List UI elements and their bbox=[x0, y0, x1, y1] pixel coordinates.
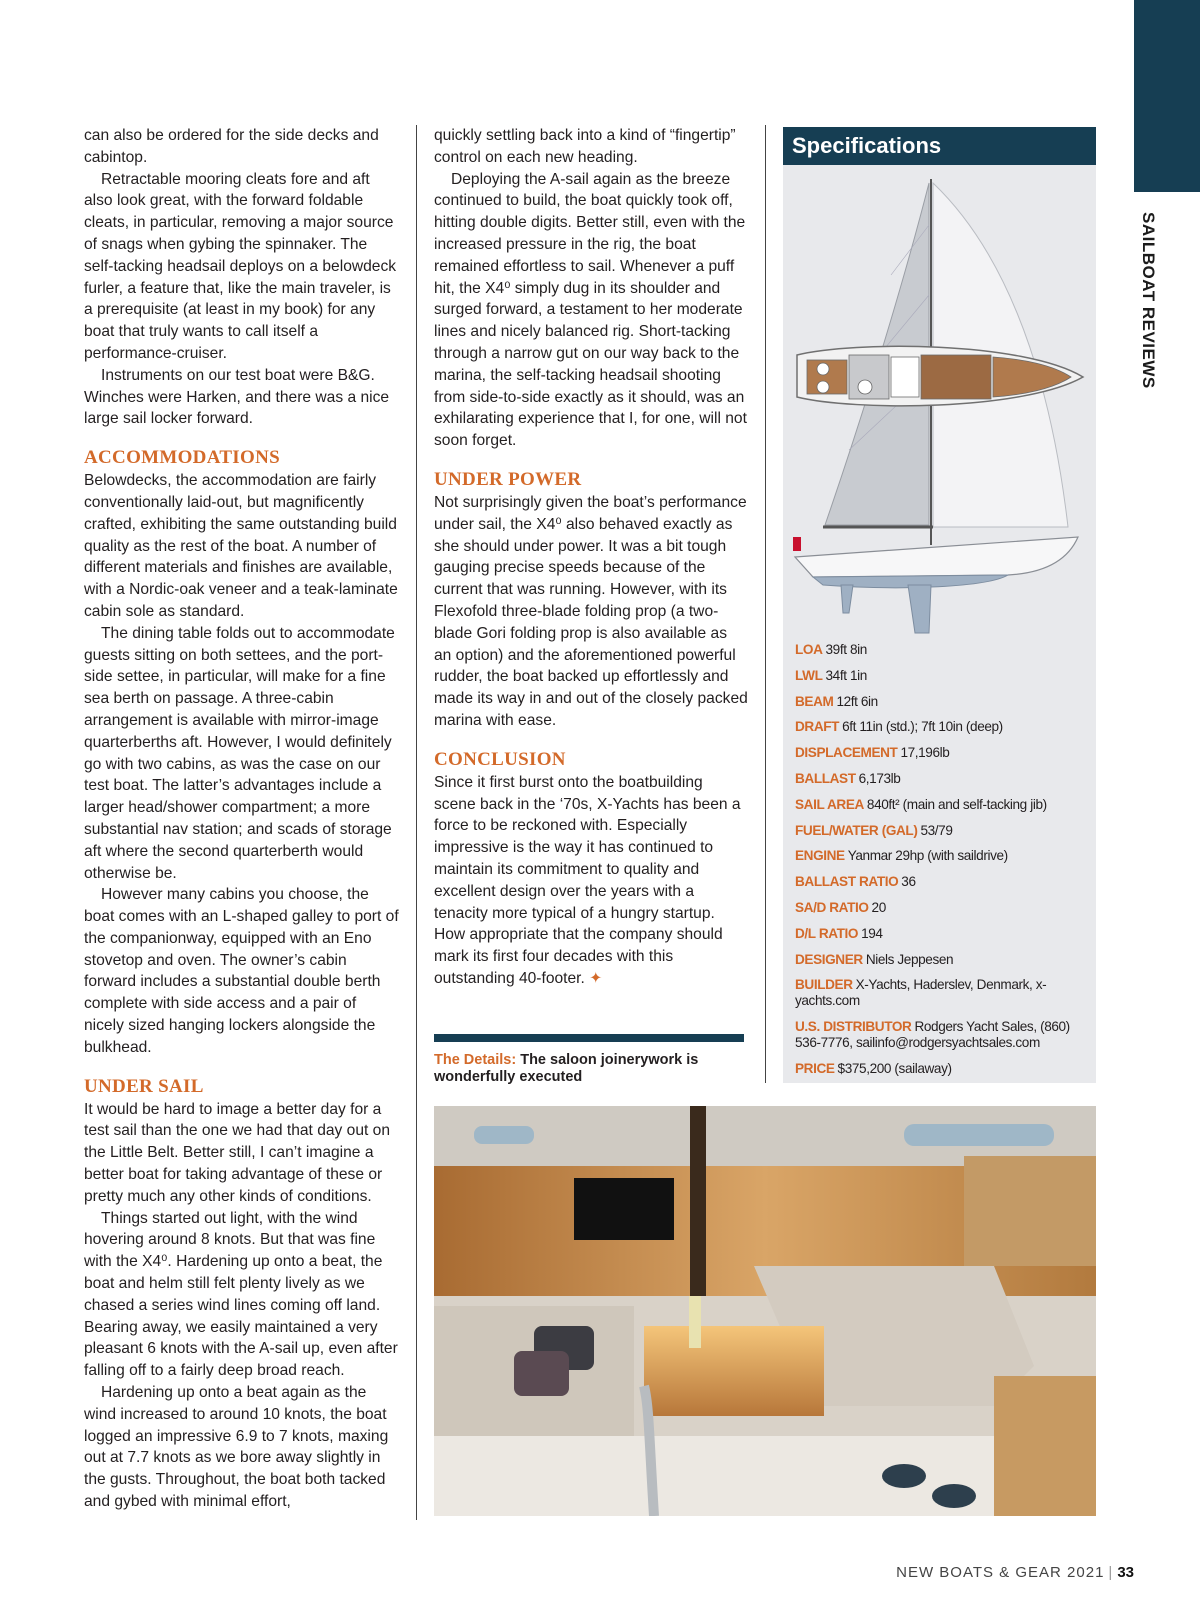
spec-value: 840ft² (main and self-tacking jib) bbox=[866, 796, 1047, 812]
paragraph: Hardening up onto a beat again as the wind increased to around 10 knots, the boat logged an impressive 6.9 to 7 knots, maxing out at 7.7 knots as we bore away slightly in the gusts. Throughout, the boat both tacked and gybed with minimal effort, bbox=[84, 1384, 389, 1511]
publication-name: NEW BOATS & GEAR 2021 bbox=[896, 1564, 1105, 1581]
paragraph: However many cabins you choose, the boat comes with an L-shaped galley to port of the companionway, equipped with an Eno stovetop and oven. The owner’s cabin forward includes a substantial double berth complete with side access and a pair of nicely sized hanging lockers alongside the bulkhead. bbox=[84, 886, 399, 1056]
photo-caption bbox=[434, 1052, 744, 1086]
paragraph: quickly settling back into a kind of “fingertip” control on each new heading. bbox=[434, 127, 736, 166]
boat-sail-plan-illustration bbox=[783, 165, 1096, 635]
spec-value: 39ft 8in bbox=[825, 642, 867, 657]
spec-value: 34ft 1in bbox=[825, 667, 867, 683]
specifications-list bbox=[795, 642, 1093, 1087]
paragraph: Instruments on our test boat were B&G. Winches were Harken, and there was a nice large sail locker forward. bbox=[84, 366, 390, 428]
caption-bar bbox=[434, 1034, 744, 1042]
spec-row bbox=[795, 745, 1093, 761]
spec-value: 12ft 6in bbox=[836, 693, 878, 709]
page-footer bbox=[880, 1564, 1134, 1581]
spec-label: SA/D RATIO bbox=[795, 899, 869, 915]
spec-row bbox=[795, 848, 1093, 864]
spec-value: 6ft 11in (std.); 7ft 10in (deep) bbox=[842, 719, 1003, 735]
paragraph: Not surprisingly given the boat’s performance under sail, the X4⁰ also behaved exactly as she should under power. It was a bit tough gauging precise speeds because of the current that was running. However, with its Flexofold three-blade folding prop (a two-blade Gori folding prop is also available as an option) and the aforementioned powerful rudder, the boat backed up effortlessly and made its way in and out of the closely packed marina with ease. bbox=[434, 493, 748, 729]
spec-label: BEAM bbox=[795, 693, 834, 709]
spec-value: $375,200 (sailaway) bbox=[837, 1060, 952, 1076]
spec-label: PRICE bbox=[795, 1060, 835, 1076]
spec-row bbox=[795, 900, 1093, 916]
section-heading: UNDER POWER bbox=[434, 468, 582, 490]
article-column-2 bbox=[434, 125, 748, 990]
spec-row bbox=[795, 874, 1093, 890]
caption-lead: The Details: bbox=[434, 1052, 517, 1068]
spec-value: 20 bbox=[871, 899, 886, 915]
paragraph: Things started out light, with the wind hovering around 8 knots. But that was fine with the X4⁰. Hardening up onto a beat, the boat and helm still felt plenty lively as we chased a series wind lines coming off land. Bearing away, we easily maintained a very pleasant 6 knots with the A-sail up, even after falling off to a fairly deep broad reach. bbox=[84, 1209, 398, 1380]
spec-label: BALLAST bbox=[795, 770, 856, 786]
footer-separator: | bbox=[1108, 1564, 1114, 1581]
column-rule bbox=[416, 125, 417, 1520]
conclusion-text: Since it first burst onto the boatbuilding scene back in the ‘70s, X-Yachts has been a force to be reckoned with. Especially impressive is the way it has continued to maintain its commitment to quality and excellent design over the years with a tenacity more typical of a hungry startup. How appropriate that the company should mark its first four decades with this outstanding 40-footer. bbox=[434, 773, 741, 987]
spec-row bbox=[795, 823, 1093, 839]
specifications-panel bbox=[783, 127, 1096, 1083]
end-mark-icon: ✦ bbox=[589, 969, 603, 987]
paragraph: Deploying the A-sail again as the breeze continued to build, the boat quickly took off, hitting double digits. Better still, even with the increased pressure in the rig, the boat remained effortless to sail. Whenever a puff hit, the X4⁰ simply dug in its shoulder and surged forward, a testament to her moderate lines and nicely balanced rig. Short-tacking through a narrow gut on our way back to the marina, the self-tacking headsail shooting from side-to-side exactly as it should, was an exhilarating experience that I, for one, will not soon forget. bbox=[434, 170, 747, 450]
article-column-1 bbox=[84, 125, 400, 1513]
spec-row bbox=[795, 771, 1093, 787]
spec-label: U.S. DISTRIBUTOR bbox=[795, 1019, 912, 1035]
caption-text: The saloon joinerywork is wonderfully executed bbox=[434, 1052, 699, 1085]
column-rule bbox=[765, 125, 766, 1083]
spec-label: LOA bbox=[795, 642, 823, 657]
paragraph: can also be ordered for the side decks and cabintop. bbox=[84, 127, 379, 166]
spec-row bbox=[795, 719, 1093, 735]
spec-label: LWL bbox=[795, 667, 823, 683]
spec-value: 17,196lb bbox=[900, 745, 950, 761]
spec-value: Rodgers Yacht Sales, (860) 536-7776, sailinfo@rodgersyachtsales.com bbox=[795, 1019, 1070, 1051]
section-heading: ACCOMMODATIONS bbox=[84, 447, 280, 469]
spec-label: DRAFT bbox=[795, 719, 840, 735]
spec-label: BALLAST RATIO bbox=[795, 874, 899, 890]
specifications-title: Specifications bbox=[783, 127, 1096, 165]
spec-label: D/L RATIO bbox=[795, 925, 859, 941]
page-number: 33 bbox=[1117, 1564, 1134, 1581]
spec-row bbox=[795, 1019, 1093, 1051]
spec-label: DISPLACEMENT bbox=[795, 745, 898, 761]
section-heading: CONCLUSION bbox=[434, 748, 566, 770]
spec-row bbox=[795, 797, 1093, 813]
section-label: SAILBOAT REVIEWS bbox=[1139, 212, 1158, 389]
section-heading: UNDER SAIL bbox=[84, 1075, 204, 1097]
spec-label: DESIGNER bbox=[795, 951, 863, 967]
spec-label: SAIL AREA bbox=[795, 796, 864, 812]
spec-label: ENGINE bbox=[795, 848, 845, 864]
paragraph: It would be hard to image a better day for a test sail than the one we had that day out on the Little Belt. Better still, I can’t imagine a better boat for taking advantage of these or pretty much any other kinds of conditions. bbox=[84, 1100, 391, 1205]
spec-value: 53/79 bbox=[920, 822, 953, 838]
spec-value: 194 bbox=[861, 925, 883, 941]
paragraph: Belowdecks, the accommodation are fairly conventionally laid-out, but magnificently crafted, exhibiting the same outstanding build quality as the rest of the boat. A number of different materials and finishes are available, with a Nordic-oak veneer and a teak-laminate cabin sole as standard. bbox=[84, 472, 398, 620]
spec-label: FUEL/WATER (GAL) bbox=[795, 822, 918, 838]
spec-row bbox=[795, 668, 1093, 684]
spec-value: 6,173lb bbox=[858, 770, 901, 786]
spec-row bbox=[795, 694, 1093, 710]
spec-label: BUILDER bbox=[795, 977, 853, 993]
spec-row bbox=[795, 977, 1093, 1009]
saloon-interior-photo bbox=[434, 1106, 1096, 1516]
spec-row bbox=[795, 1061, 1093, 1077]
spec-row bbox=[795, 952, 1093, 968]
spec-value: Yanmar 29hp (with saildrive) bbox=[847, 848, 1008, 864]
paragraph: Retractable mooring cleats fore and aft also look great, with the forward foldable cleats, in particular, removing a major source of snags when gybing the spinnaker. The self-tacking headsail deploys on a belowdeck furler, a feature that, like the main traveler, is a prerequisite (at least in my book) for any boat that truly wants to call itself a performance-cruiser. bbox=[84, 170, 397, 362]
paragraph bbox=[434, 772, 748, 990]
section-tab bbox=[1134, 0, 1200, 192]
paragraph: The dining table folds out to accommodate guests sitting on both settees, and the port-side settee, in particular, will make for a fine sea berth on passage. A three-cabin arrangement is available with mirror-image quarterberths aft. However, I would definitely go with two cabins, as was the case on our test boat. The latter’s advantages include a larger head/shower compartment; a more substantial nav station; and scads of storage aft where the second quarterberth would otherwise be. bbox=[84, 624, 395, 882]
spec-value: X-Yachts, Haderslev, Denmark, x-yachts.com bbox=[795, 977, 1047, 1009]
spec-row bbox=[795, 642, 1093, 658]
spec-row bbox=[795, 926, 1093, 942]
spec-value: 36 bbox=[901, 874, 916, 890]
spec-value: Niels Jeppesen bbox=[865, 951, 954, 967]
